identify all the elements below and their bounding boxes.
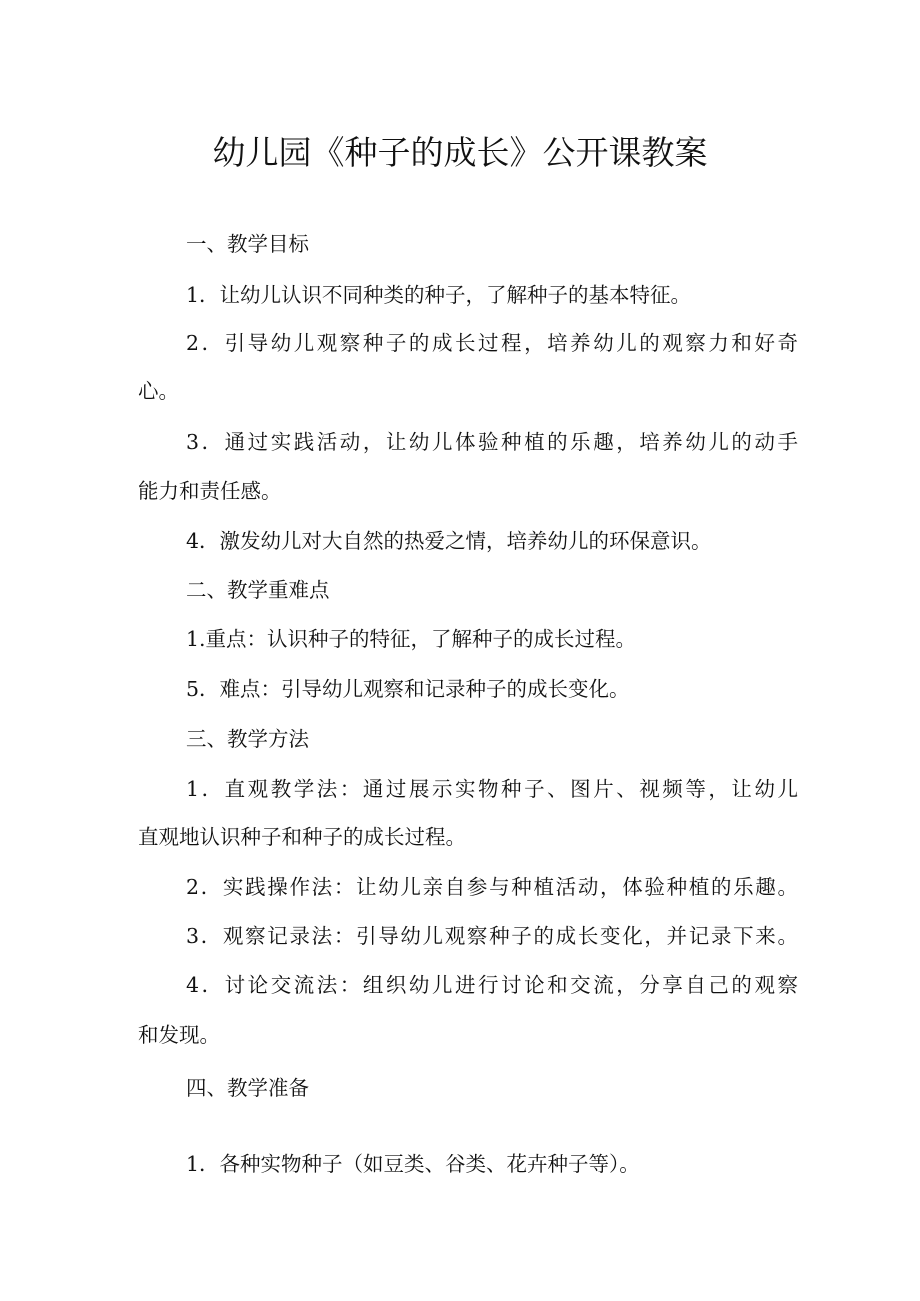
section-heading-methods: 三、教学方法 (186, 727, 309, 751)
method-item-1-line-2: 直观地认识种子和种子的成长过程。 (138, 825, 466, 849)
method-item-4-line-2: 和发现。 (138, 1023, 220, 1047)
goal-item-2-line-1: 2．引导幼儿观察种子的成长过程，培养幼儿的观察力和好奇 (186, 331, 798, 355)
goal-item-2-line-2: 心。 (138, 379, 179, 403)
goal-item-3-line-1: 3．通过实践活动，让幼儿体验种植的乐趣，培养幼儿的动手 (186, 430, 798, 454)
document-title: 幼儿园《种子的成长》公开课教案 (212, 133, 708, 172)
method-item-1-line-1: 1．直观教学法：通过展示实物种子、图片、视频等，让幼儿 (186, 777, 798, 801)
method-item-3: 3．观察记录法：引导幼儿观察种子的成长变化，并记录下来。 (186, 924, 798, 948)
section-heading-key-points: 二、教学重难点 (186, 578, 330, 602)
method-item-4-line-1: 4．讨论交流法：组织幼儿进行讨论和交流，分享自己的观察 (186, 973, 798, 997)
key-point-item-1: 1.重点：认识种子的特征，了解种子的成长过程。 (186, 627, 637, 651)
goal-item-3-line-2: 能力和责任感。 (138, 479, 282, 503)
goal-item-4: 4．激发幼儿对大自然的热爱之情，培养幼儿的环保意识。 (186, 529, 712, 553)
method-item-2: 2．实践操作法：让幼儿亲自参与种植活动，体验种植的乐趣。 (186, 875, 798, 899)
key-point-item-2: 5．难点：引导幼儿观察和记录种子的成长变化。 (186, 677, 630, 701)
goal-item-1: 1．让幼儿认识不同种类的种子，了解种子的基本特征。 (186, 283, 692, 307)
preparation-item-1: 1．各种实物种子（如豆类、谷类、花卉种子等）。 (186, 1152, 640, 1176)
section-heading-goals: 一、教学目标 (186, 232, 309, 256)
section-heading-preparation: 四、教学准备 (186, 1076, 309, 1100)
